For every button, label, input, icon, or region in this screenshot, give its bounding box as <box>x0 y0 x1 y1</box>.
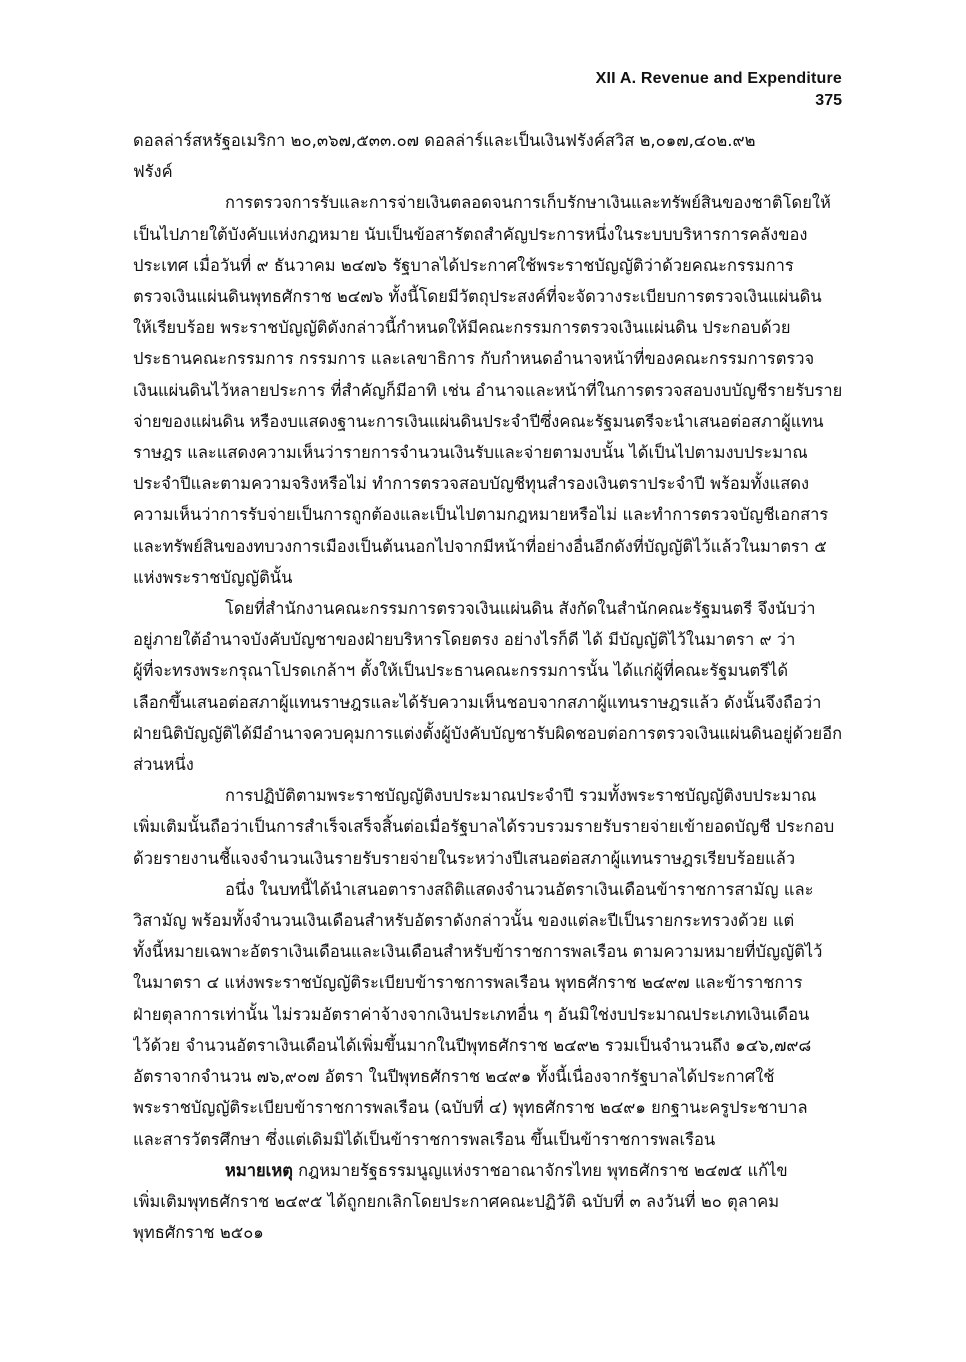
text-line: การปฏิบัติตามพระราชบัญญัติงบประมาณประจำปี รวมทั้งพระราชบัญญัติงบประมาณ <box>225 786 817 806</box>
text-line: ทั้งนี้หมายเฉพาะอัตราเงินเดือนและเงินเดือนสำหรับข้าราชการพลเรือน ตามความหมายที่บัญญัติไว้ <box>133 942 823 962</box>
text-line: แห่งพระราชบัญญัตินั้น <box>133 567 293 587</box>
paragraph-2 <box>133 187 843 593</box>
text-line: เป็นไปภายใต้บังคับแห่งกฎหมาย นับเป็นข้อสารัตถสำคัญประการหนึ่งในระบบบริหารการคลังของ <box>133 224 808 244</box>
text-line: ดอลล่าร์สหรัฐอเมริกา ๒๐,๓๖๗,๕๓๓.๐๗ ดอลล่าร์และเป็นเงินฟรังค์สวิส ๒,๐๑๗,๔๐๒.๙๒ <box>133 131 756 150</box>
text-line: ประเทศ เมื่อวันที่ ๙ ธันวาคม ๒๔๗๖ รัฐบาลได้ประกาศใช้พระราชบัญญัติว่าด้วยคณะกรรมการ <box>133 255 794 275</box>
text-line: ไว้ด้วย จำนวนอัตราเงินเดือนได้เพิ่มขึ้นมากในปีพุทธศักราช ๒๔๙๒ รวมเป็นจำนวนถึง ๑๔๖,๗๙๘ <box>133 1035 812 1055</box>
text-line: ฝ่ายตุลาการเท่านั้น ไม่รวมอัตราค่าจ้างจากเงินประเภทอื่น ๆ อันมิใช่งบประมาณประเภทเงินเดือน <box>133 1004 810 1024</box>
text-line: พุทธศักราช ๒๕๐๑ <box>133 1223 264 1243</box>
text-line: และทรัพย์สินของทบวงการเมืองเป็นต้นนอกไปจากมีหน้าที่อย่างอื่นอีกดังที่บัญญัติไว้แล้วในมาตรา ๕ <box>133 536 827 556</box>
text-line: อัตราจากจำนวน ๗๖,๙๐๗ อัตรา ในปีพุทธศักราช ๒๔๙๑ ทั้งนี้เนื่องจากรัฐบาลได้ประกาศใช้ <box>133 1067 775 1087</box>
note-paragraph <box>133 1155 843 1249</box>
note-text: กฎหมายรัฐธรรมนูญแห่งราชอาณาจักรไทย พุทธศักราช ๒๔๗๕ แก้ไข <box>292 1160 788 1180</box>
text-line: ประจำปีและตามความจริงหรือไม่ ทำการตรวจสอบบัญชีทุนสำรองเงินตราประจำปี พร้อมทั้งแสดง <box>133 474 810 494</box>
text-line: ฟรังค์ <box>133 162 173 182</box>
text-line: โดยที่สำนักงานคณะกรรมการตรวจเงินแผ่นดิน สังกัดในสำนักคณะรัฐมนตรี จึงนับว่า <box>225 599 816 619</box>
text-line: ประธานคณะกรรมการ กรรมการ และเลขาธิการ กับกำหนดอำนาจหน้าที่ของคณะกรรมการตรวจ <box>133 349 815 369</box>
paragraph-1 <box>133 125 843 187</box>
text-line: ให้เรียบร้อย พระราชบัญญัติดังกล่าวนี้กำหนดให้มีคณะกรรมการตรวจเงินแผ่นดิน ประกอบด้วย <box>133 318 791 338</box>
text-line: ฝ่ายนิติบัญญัติได้มีอำนาจควบคุมการแต่งตั้งผู้บังคับบัญชารับผิดชอบต่อการตรวจเงินแผ่นดินอยู่ด้วยอีก <box>133 723 843 743</box>
text-line: ราษฎร และแสดงความเห็นว่ารายการจำนวนเงินรับและจ่ายตามงบนั้น ได้เป็นไปตามงบประมาณ <box>133 443 808 463</box>
paragraph-5 <box>133 874 843 1155</box>
text-line: วิสามัญ พร้อมทั้งจำนวนเงินเดือนสำหรับอัตราดังกล่าวนั้น ของแต่ละปีเป็นรายกระทรวงด้วย แต่ <box>133 911 795 931</box>
paragraph-3 <box>133 593 843 780</box>
text-line: เลือกขึ้นเสนอต่อสภาผู้แทนราษฎรและได้รับความเห็นชอบจากสภาผู้แทนราษฎรแล้ว ดังนั้นจึงถือว่า <box>133 692 822 712</box>
text-line: อยู่ภายใต้อำนาจบังคับบัญชาของฝ่ายบริหารโดยตรง อย่างไรก็ดี ได้ มีบัญญัติไว้ในมาตรา ๙ ว่า <box>133 630 796 650</box>
text-line: จ่ายของแผ่นดิน หรืองบแสดงฐานะการเงินแผ่นดินประจำปีซึ่งคณะรัฐมนตรีจะนำเสนอต่อสภาผู้แทน <box>133 411 824 431</box>
text-line: ในมาตรา ๔ แห่งพระราชบัญญัติระเบียบข้าราชการพลเรือน พุทธศักราช ๒๔๙๗ และข้าราชการ <box>133 973 803 993</box>
text-line: เงินแผ่นดินไว้หลายประการ ที่สำคัญก็มีอาทิ เช่น อำนาจและหน้าที่ในการตรวจสอบงบบัญชีรายรับราย <box>133 380 843 400</box>
body-text <box>133 125 843 1248</box>
text-line: และสารวัตรศึกษา ซึ่งแต่เดิมมิได้เป็นข้าราชการพลเรือน ขึ้นเป็นข้าราชการพลเรือน <box>133 1129 716 1149</box>
text-line: ด้วยรายงานชี้แจงจำนวนเงินรายรับรายจ่ายในระหว่างปีเสนอต่อสภาผู้แทนราษฎรเรียบร้อยแล้ว <box>133 848 796 868</box>
text-line: ตรวจเงินแผ่นดินพุทธศักราช ๒๔๗๖ ทั้งนี้โดยมีวัตถุประสงค์ที่จะจัดวางระเบียบการตรวจเงินแผ่นดิน <box>133 287 822 307</box>
paragraph-4 <box>133 780 843 874</box>
text-line: พระราชบัญญัติระเบียบข้าราชการพลเรือน (ฉบับที่ ๔) พุทธศักราช ๒๔๙๑ ยกฐานะครูประชาบาล <box>133 1098 808 1118</box>
text-line <box>133 1155 843 1186</box>
page-header <box>596 68 842 112</box>
text-line: ผู้ที่จะทรงพระกรุณาโปรดเกล้าฯ ตั้งให้เป็นประธานคณะกรรมการนั้น ได้แก่ผู้ที่คณะรัฐมนตรีได้ <box>133 661 789 681</box>
text-line: ส่วนหนึ่ง <box>133 755 194 775</box>
text-line: อนึ่ง ในบทนี้ได้นำเสนอตารางสถิติแสดงจำนวนอัตราเงินเดือนข้าราชการสามัญ และ <box>225 879 814 899</box>
text-line: เพิ่มเติมนั้นถือว่าเป็นการสำเร็จเสร็จสิ้นต่อเมื่อรัฐบาลได้รวบรวมรายรับรายจ่ายเข้ายอดบัญชี ประกอบ <box>133 817 835 837</box>
section-title: XII A. Revenue and Expenditure <box>595 70 842 87</box>
text-line: การตรวจการรับและการจ่ายเงินตลอดจนการเก็บรักษาเงินและทรัพย์สินของชาติโดยให้ <box>225 193 831 213</box>
note-label: หมายเหตุ <box>225 1160 293 1180</box>
text-line: ความเห็นว่าการรับจ่ายเป็นการถูกต้องและเป็นไปตามกฎหมายหรือไม่ และทำการตรวจบัญชีเอกสาร <box>133 505 829 525</box>
page-number: 375 <box>815 92 842 109</box>
text-line: เพิ่มเติมพุทธศักราช ๒๔๙๕ ได้ถูกยกเลิกโดยประกาศคณะปฏิวัติ ฉบับที่ ๓ ลงวันที่ ๒๐ ตุลาคม <box>133 1191 780 1211</box>
